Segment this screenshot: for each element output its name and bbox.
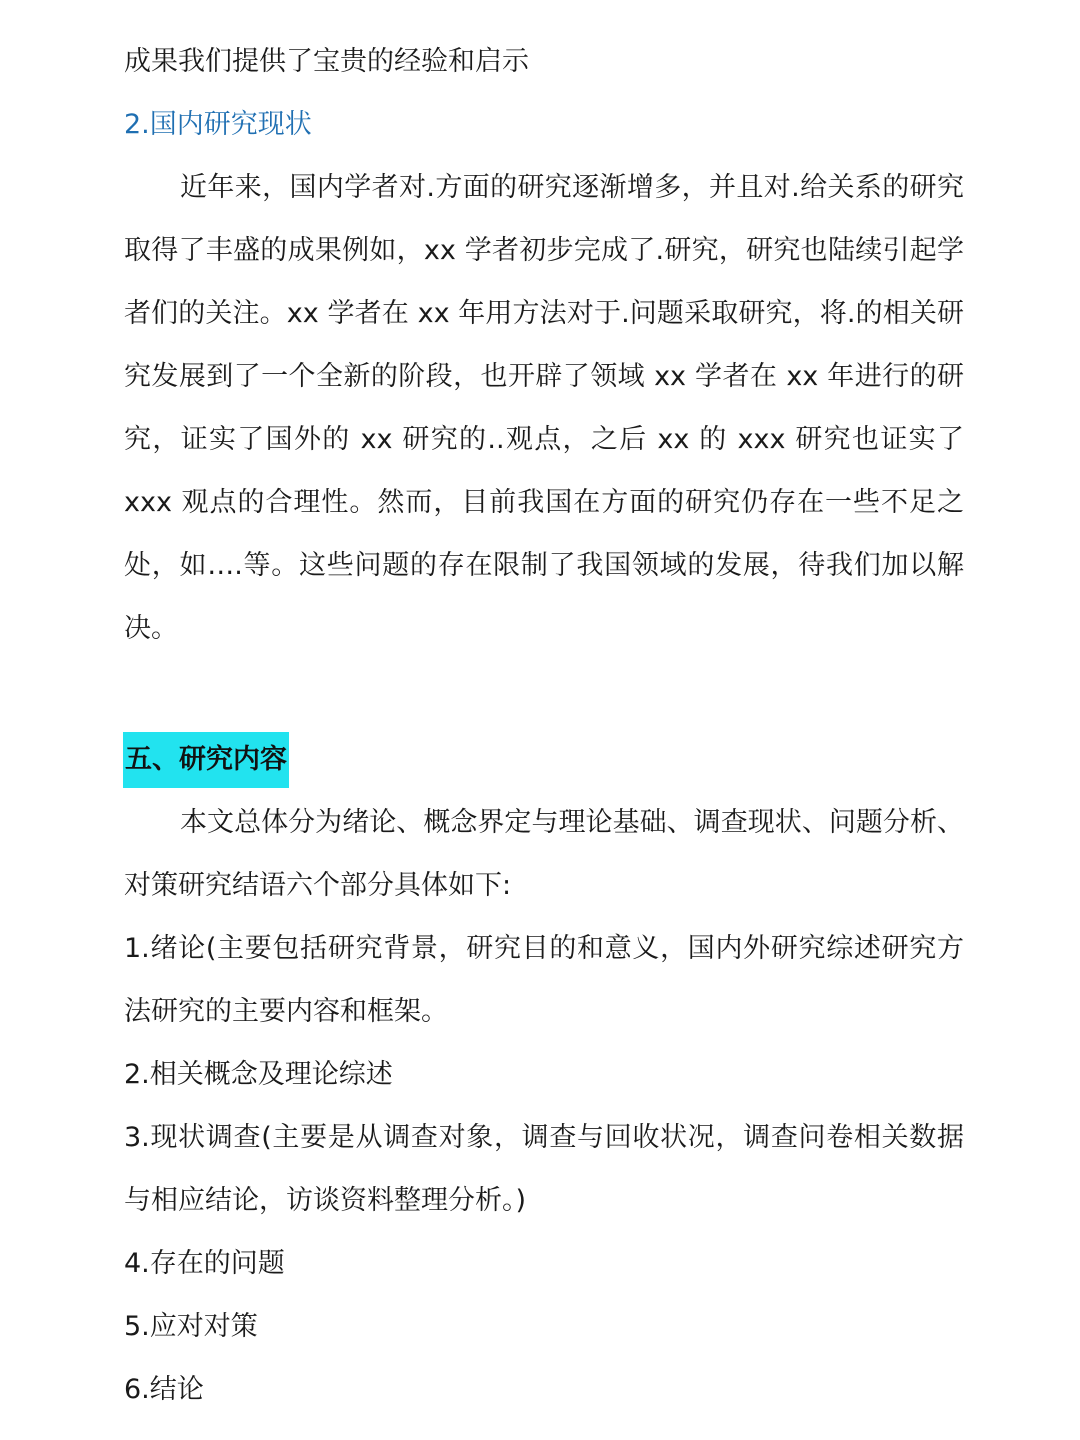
- list-item: 1.绪论(主要包括研究背景，研究目的和意义，国内外研究综述研究方法研究的主要内容和框架。: [124, 933, 964, 1027]
- list-item: 2.相关概念及理论综述: [124, 1059, 393, 1090]
- research-content-title: 五、研究内容: [123, 732, 289, 788]
- domestic-status-paragraph: 近年来，国内学者对.方面的研究逐渐增多，并且对.给关系的研究取得了丰盛的成果例如，xx 学者初步完成了.研究，研究也陆续引起学者们的关注。xx 学者在 xx 年用方法对于.问题采取研究，将.的相关研究发展到了一个全新的阶段，也开辟了领域 xx 学者在 xx 年进行的研究，证实了国外的 xx 研究的..观点，之后 xx 的 xxx 研究也证实了 xxx 观点的合理性。然而，目前我国在方面的研究仍存在一些不足之处，如….等。这些问题的存在限制了我国领域的发展，待我们加以解决。: [124, 172, 964, 644]
- section-spacer: [124, 660, 964, 728]
- list-item: 4.存在的问题: [124, 1248, 285, 1279]
- list-item: 6.结论: [124, 1374, 204, 1405]
- domestic-status-heading: 2.国内研究现状: [124, 109, 312, 140]
- continued-text-line: 成果我们提供了宝贵的经验和启示: [124, 46, 529, 77]
- research-content-intro: 本文总体分为绪论、概念界定与理论基础、调查现状、问题分析、对策研究结语六个部分具体如下:: [124, 807, 964, 901]
- list-item: 3.现状调查(主要是从调查对象，调查与回收状况，调查问卷相关数据与相应结论，访谈资料整理分析。): [124, 1122, 964, 1216]
- document-page: [124, 30, 964, 1421]
- research-content-section: [124, 728, 964, 1421]
- list-item: 5.应对对策: [124, 1311, 258, 1342]
